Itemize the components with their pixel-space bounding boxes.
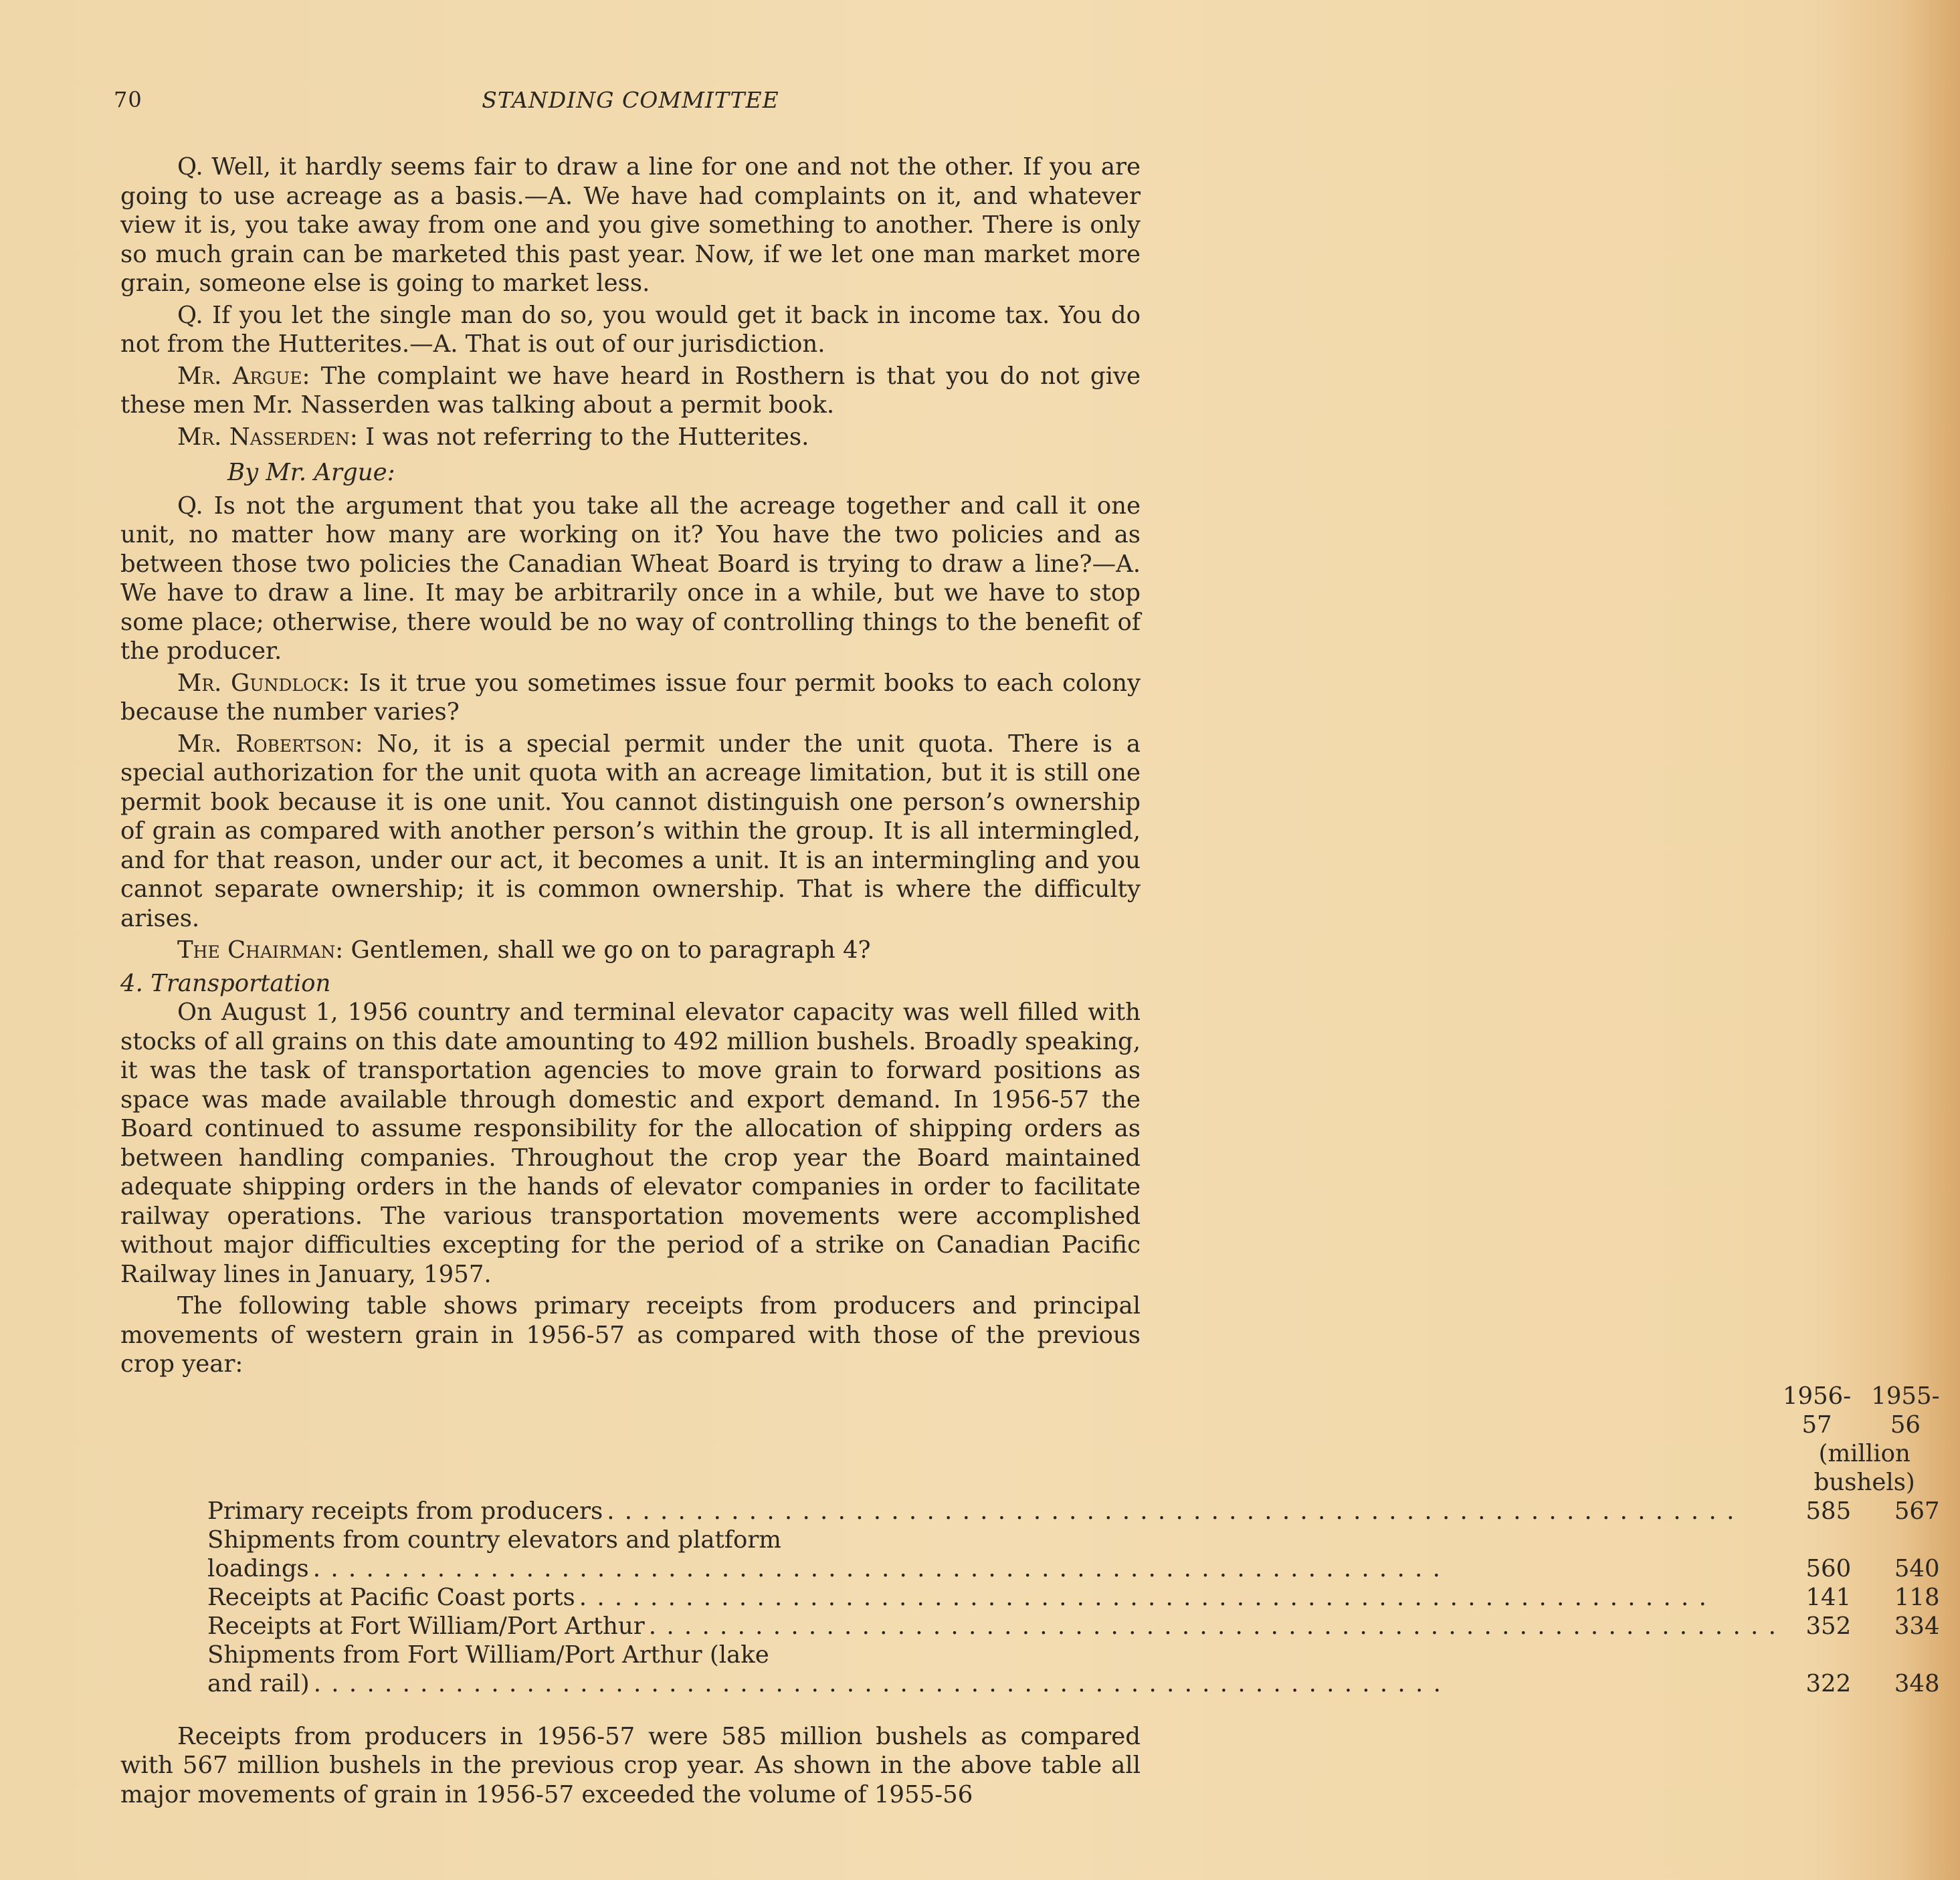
paragraph-7-text: No, it is a special permit under the unit quota. There is a special authorization for the unit quota with an acreage limitation, but it is still one permit book because it is one unit. You cannot distinguish one person’s ownership of grain as compared with another person’s within the group. It is all intermingled, and for that reason, under our act, it becomes a unit. It is an intermingling and you cannot separate ownership; it is common ownership. That is where the difficulty arises. [120, 730, 1141, 932]
table-row [207, 1497, 1960, 1526]
table-row [207, 1526, 1960, 1554]
value-1955-56: 567 [1894, 1497, 1940, 1525]
table-body [207, 1497, 1960, 1698]
page-number: 70 [114, 87, 142, 112]
value-1955-56: 118 [1894, 1583, 1940, 1611]
row-label: Shipments from Fort William/Port Arthur (lake [207, 1641, 769, 1669]
value-1955-56: 348 [1894, 1669, 1940, 1697]
page-body [120, 152, 1940, 1812]
row-label: Receipts at Fort William/Port Arthur [207, 1612, 645, 1640]
paragraph-2: Q. If you let the single man do so, you would get it back in income tax. You do not from the Hutterites.—A. That is out of our jurisdiction. [120, 301, 1141, 358]
section-heading: 4. Transportation [120, 969, 331, 997]
page-header [114, 87, 1141, 127]
table-row-continuation [207, 1669, 1960, 1698]
paragraph-8 [120, 936, 1141, 965]
table-row [207, 1583, 1960, 1612]
column-header-1956-57: 1956-57 [1782, 1382, 1852, 1439]
row-label-continuation: and rail) [207, 1669, 310, 1697]
value-1956-57: 141 [1805, 1583, 1852, 1611]
paragraph-4 [120, 423, 1141, 452]
paragraph-9: On August 1, 1956 country and terminal elevator capacity was well filled with stocks of all grains on this date amounting to 492 million bushels. Broadly speaking, it was the task of transportation agencies to move grain to forward positions as space was made available through domestic and export demand. In 1956-57 the Board continued to assume responsibility for the allocation of shipping orders as between handling companies. Throughout the crop year the Board maintained adequate shipping orders in the hands of elevator companies in order to facilitate railway operations. The various transportation movements were accomplished without major difficulties excepting for the period of a strike on Canadian Pacific Railway lines in January, 1957. [120, 999, 1141, 1288]
paragraph-6 [120, 669, 1141, 727]
row-label: Shipments from country elevators and platform [207, 1526, 781, 1554]
paragraph-1: Q. Well, it hardly seems fair to draw a line for one and not the other. If you are going to use acreage as a basis.—A. We have had complaints on it, and whatever view it is, you take away from one and you give something to another. There is only so much grain can be marketed this past year. Now, if we let one man market more grain, someone else is going to market less. [120, 153, 1141, 297]
value-1955-56: 334 [1894, 1612, 1940, 1640]
units-label: (million bushels) [1814, 1439, 1915, 1496]
column-header-1955-56: 1955-56 [1871, 1382, 1940, 1439]
byline: By Mr. Argue: [227, 459, 395, 486]
table-units-row [207, 1439, 1960, 1497]
table-row [207, 1612, 1960, 1641]
value-1955-56: 540 [1894, 1554, 1940, 1582]
speaker-nasserden: Mr. Nasserden: [177, 423, 358, 451]
speaker-robertson: Mr. Robertson: [177, 730, 363, 758]
value-1956-57: 585 [1805, 1497, 1852, 1525]
value-1956-57: 560 [1805, 1554, 1852, 1582]
table-row-continuation [207, 1554, 1960, 1583]
paragraph-6-text: Is it true you sometimes issue four permit books to each colony because the number varies? [120, 669, 1141, 726]
grain-movements-table [207, 1382, 1960, 1698]
paragraph-10: The following table shows primary receipts from producers and principal movements of western grain in 1956-57 as compared with those of the previous crop year: [120, 1292, 1141, 1378]
paragraph-7 [120, 730, 1141, 934]
running-title: STANDING COMMITTEE [482, 87, 779, 113]
paragraph-3 [120, 362, 1141, 420]
speaker-argue: Mr. Argue: [177, 362, 310, 390]
paragraph-8-text: Gentlemen, shall we go on to paragraph 4? [343, 936, 871, 964]
table-header-row [207, 1382, 1960, 1439]
row-label: Receipts at Pacific Coast ports [207, 1583, 575, 1611]
paragraph-11: Receipts from producers in 1956-57 were 585 million bushels as compared with 567 million bushels in the previous crop year. As shown in the above table all major movements of grain in 1956-57 exceeded the volume of 1955-56 [120, 1722, 1141, 1808]
row-label: Primary receipts from producers [207, 1497, 603, 1525]
speaker-chairman: The Chairman: [177, 936, 344, 964]
row-label-continuation: loadings [207, 1554, 309, 1582]
paragraph-3-text: The complaint we have heard in Rosthern is that you do not give these men Mr. Nasserden was talking about a permit book. [120, 362, 1141, 419]
value-1956-57: 322 [1805, 1669, 1852, 1697]
speaker-gundlock: Mr. Gundlock: [177, 669, 351, 697]
paragraph-5: Q. Is not the argument that you take all the acreage together and call it one unit, no matter how many are working on it? You have the two policies and as between those two policies the Canadian Wheat Board is trying to draw a line?—A. We have to draw a line. It may be arbitrarily once in a while, but we have to stop some place; otherwise, there would be no way of controlling things to the benefit of the producer. [120, 492, 1141, 665]
table-row [207, 1641, 1960, 1669]
value-1956-57: 352 [1805, 1612, 1852, 1640]
paragraph-4-text: I was not referring to the Hutterites. [357, 423, 809, 451]
